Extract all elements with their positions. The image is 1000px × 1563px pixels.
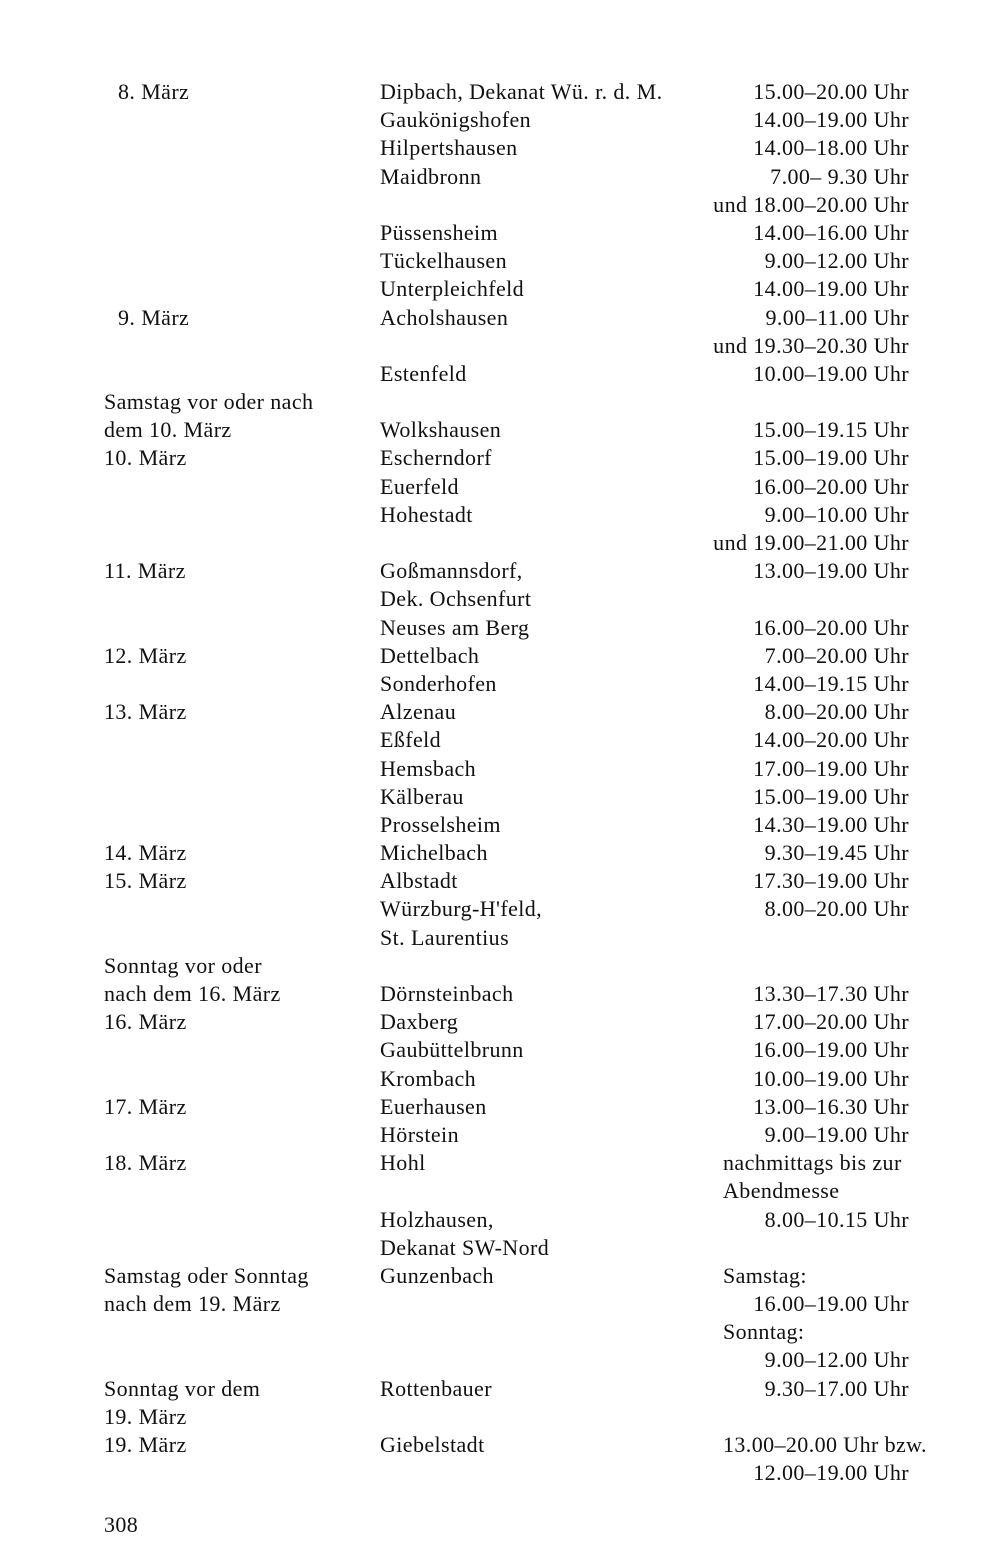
- date-cell: Samstag vor oder nach: [104, 389, 314, 415]
- schedule-row: [104, 1008, 984, 1036]
- schedule-row: [104, 1234, 984, 1262]
- place-cell: Holzhausen,: [380, 1206, 494, 1232]
- time-cell: 17.00–20.00 Uhr: [753, 1009, 909, 1035]
- place-cell: Dörnsteinbach: [380, 981, 514, 1006]
- time-cell: 14.00–19.00 Uhr: [753, 107, 909, 133]
- place-cell: Hörstein: [380, 1121, 459, 1147]
- schedule-row: [104, 1036, 984, 1064]
- schedule-row: [104, 895, 984, 923]
- time-cell: 13.00–16.30 Uhr: [753, 1093, 909, 1119]
- schedule-row: [104, 755, 984, 783]
- time-cell: 9.30–17.00 Uhr: [764, 1375, 909, 1401]
- time-cell: 8.00–20.00 Uhr: [764, 896, 909, 922]
- time-cell: 17.00–19.00 Uhr: [753, 755, 909, 781]
- schedule-row: [104, 134, 984, 162]
- place-cell: Alzenau: [380, 699, 457, 725]
- schedule-row: [104, 698, 984, 726]
- time-cell: 15.00–19.15 Uhr: [753, 417, 909, 443]
- place-cell: Giebelstadt: [380, 1432, 485, 1457]
- place-cell: Dek. Ochsenfurt: [380, 586, 532, 612]
- place-cell: Gaubüttelbrunn: [380, 1037, 524, 1063]
- schedule-row: [104, 1177, 984, 1205]
- place-cell: Escherndorf: [380, 445, 492, 471]
- time-cell: 9.00–12.00 Uhr: [764, 1347, 909, 1373]
- place-cell: Würzburg-H'feld,: [380, 896, 543, 922]
- schedule-row: [104, 106, 984, 134]
- place-cell: Prosselsheim: [380, 811, 501, 837]
- time-cell: und 18.00–20.00 Uhr: [713, 191, 909, 217]
- time-cell: 9.00–11.00 Uhr: [765, 304, 909, 330]
- schedule-row: [104, 1093, 984, 1121]
- time-cell: 13.30–17.30 Uhr: [753, 981, 909, 1006]
- time-cell: 7.00–20.00 Uhr: [764, 642, 909, 668]
- schedule-row: [104, 1149, 984, 1177]
- place-cell: Hilpertshausen: [380, 135, 518, 161]
- time-cell: und 19.30–20.30 Uhr: [713, 332, 909, 358]
- date-cell: 12. März: [104, 642, 187, 668]
- time-cell: 9.00–19.00 Uhr: [764, 1121, 909, 1147]
- schedule-row: [104, 247, 984, 275]
- time-cell: 9.00–10.00 Uhr: [764, 501, 909, 527]
- date-cell: 13. März: [104, 699, 187, 725]
- date-cell: 10. März: [104, 445, 187, 471]
- date-cell: 11. März: [104, 558, 186, 584]
- place-cell: Krombach: [380, 1065, 477, 1091]
- time-cell: 16.00–20.00 Uhr: [753, 614, 909, 640]
- schedule-row: [104, 501, 984, 529]
- place-cell: Dekanat SW-Nord: [380, 1234, 550, 1260]
- date-cell: 17. März: [104, 1093, 187, 1119]
- time-cell: 14.00–16.00 Uhr: [753, 219, 909, 245]
- schedule-row: [104, 332, 984, 360]
- place-cell: Wolkshausen: [380, 417, 502, 443]
- schedule-row: [104, 614, 984, 642]
- schedule-row: [104, 275, 984, 303]
- schedule-row: [104, 642, 984, 670]
- place-cell: Kälberau: [380, 783, 464, 809]
- schedule-row: [104, 867, 984, 895]
- place-cell: Acholshausen: [380, 304, 509, 330]
- date-cell: nach dem 16. März: [104, 981, 281, 1006]
- schedule-row: [104, 1290, 984, 1318]
- date-cell: 14. März: [104, 840, 187, 866]
- time-cell: 10.00–19.00 Uhr: [753, 1065, 909, 1091]
- schedule-row: [104, 78, 984, 106]
- place-cell: Püssensheim: [380, 219, 499, 245]
- date-cell: 19. März: [104, 1432, 187, 1457]
- time-cell: 15.00–19.00 Uhr: [753, 783, 909, 809]
- time-cell: 13.00–19.00 Uhr: [753, 558, 909, 584]
- place-cell: Unterpleichfeld: [380, 276, 525, 302]
- schedule-row: [104, 1431, 984, 1459]
- schedule-row: [104, 952, 984, 980]
- schedule-row: [104, 444, 984, 472]
- time-cell: 13.00–20.00 Uhr bzw.: [723, 1432, 927, 1457]
- place-cell: Sonderhofen: [380, 670, 497, 696]
- place-cell: Dettelbach: [380, 642, 480, 668]
- date-cell: Samstag oder Sonntag: [104, 1262, 309, 1288]
- schedule-row: [104, 163, 984, 191]
- place-cell: Hohl: [380, 1150, 426, 1176]
- place-cell: Dipbach, Dekanat Wü. r. d. M.: [380, 79, 663, 104]
- schedule-row: [104, 473, 984, 501]
- schedule-row: [104, 304, 984, 332]
- page-number: 308: [104, 1512, 139, 1537]
- time-cell: 8.00–20.00 Uhr: [764, 699, 909, 725]
- place-cell: Euerhausen: [380, 1093, 487, 1119]
- time-cell: 12.00–19.00 Uhr: [753, 1460, 909, 1486]
- schedule-row: [104, 1262, 984, 1290]
- place-cell: Goßmannsdorf,: [380, 558, 523, 584]
- schedule-row: [104, 1403, 984, 1431]
- schedule-row: [104, 416, 984, 444]
- place-cell: Gaukönigshofen: [380, 107, 532, 133]
- date-cell: 19. März: [104, 1403, 187, 1429]
- place-cell: Gunzenbach: [380, 1262, 494, 1288]
- date-cell: nach dem 19. März: [104, 1291, 281, 1317]
- date-cell: Sonntag vor dem: [104, 1375, 261, 1401]
- time-cell: 14.00–19.15 Uhr: [753, 670, 909, 696]
- schedule-row: [104, 191, 984, 219]
- time-cell: nachmittags bis zur: [723, 1150, 902, 1176]
- schedule-row: [104, 1375, 984, 1403]
- date-cell: Sonntag vor oder: [104, 952, 262, 978]
- place-cell: Maidbronn: [380, 163, 482, 189]
- schedule-row: [104, 529, 984, 557]
- time-cell: 9.30–19.45 Uhr: [764, 840, 909, 866]
- time-cell: Abendmesse: [723, 1178, 840, 1204]
- schedule-row: [104, 1121, 984, 1149]
- time-cell: 8.00–10.15 Uhr: [764, 1206, 909, 1232]
- date-cell: 15. März: [104, 868, 187, 894]
- schedule-row: [104, 924, 984, 952]
- schedule-row: [104, 1346, 984, 1374]
- time-cell: 16.00–19.00 Uhr: [753, 1037, 909, 1063]
- place-cell: Michelbach: [380, 840, 488, 866]
- place-cell: Eßfeld: [380, 727, 442, 753]
- schedule-row: [104, 670, 984, 698]
- schedule-row: [104, 839, 984, 867]
- schedule-row: [104, 726, 984, 754]
- place-cell: Hemsbach: [380, 755, 477, 781]
- schedule-row: [104, 585, 984, 613]
- place-cell: Euerfeld: [380, 473, 459, 499]
- schedule-row: [104, 557, 984, 585]
- date-cell: 9. März: [118, 304, 190, 330]
- date-cell: 16. März: [104, 1009, 187, 1035]
- time-cell: 15.00–19.00 Uhr: [753, 445, 909, 471]
- schedule-row: [104, 219, 984, 247]
- schedule-row: [104, 980, 984, 1008]
- time-cell: 16.00–20.00 Uhr: [753, 473, 909, 499]
- time-cell: Samstag:: [723, 1262, 807, 1288]
- place-cell: Tückelhausen: [380, 248, 507, 274]
- time-cell: 17.30–19.00 Uhr: [753, 868, 909, 894]
- schedule-row: [104, 811, 984, 839]
- time-cell: 16.00–19.00 Uhr: [753, 1291, 909, 1317]
- place-cell: Daxberg: [380, 1009, 459, 1035]
- time-cell: 7.00– 9.30 Uhr: [770, 163, 909, 189]
- date-cell: dem 10. März: [104, 417, 232, 443]
- time-cell: 10.00–19.00 Uhr: [753, 360, 909, 386]
- time-cell: 14.00–19.00 Uhr: [753, 276, 909, 302]
- time-cell: 15.00–20.00 Uhr: [753, 79, 909, 104]
- place-cell: Neuses am Berg: [380, 614, 530, 640]
- time-cell: 14.00–18.00 Uhr: [753, 135, 909, 161]
- schedule-table: [104, 78, 984, 1487]
- schedule-row: [104, 1459, 984, 1487]
- place-cell: St. Laurentius: [380, 924, 510, 950]
- schedule-row: [104, 388, 984, 416]
- place-cell: Rottenbauer: [380, 1375, 492, 1401]
- time-cell: Sonntag:: [723, 1319, 805, 1345]
- schedule-row: [104, 1065, 984, 1093]
- schedule-row: [104, 360, 984, 388]
- place-cell: Albstadt: [380, 868, 458, 894]
- time-cell: 14.00–20.00 Uhr: [753, 727, 909, 753]
- schedule-row: [104, 1318, 984, 1346]
- date-cell: 18. März: [104, 1150, 187, 1176]
- time-cell: 9.00–12.00 Uhr: [764, 248, 909, 274]
- time-cell: 14.30–19.00 Uhr: [753, 811, 909, 837]
- place-cell: Hohestadt: [380, 501, 473, 527]
- time-cell: und 19.00–21.00 Uhr: [713, 530, 909, 555]
- schedule-row: [104, 783, 984, 811]
- schedule-row: [104, 1206, 984, 1234]
- date-cell: 8. März: [118, 79, 190, 104]
- place-cell: Estenfeld: [380, 360, 467, 386]
